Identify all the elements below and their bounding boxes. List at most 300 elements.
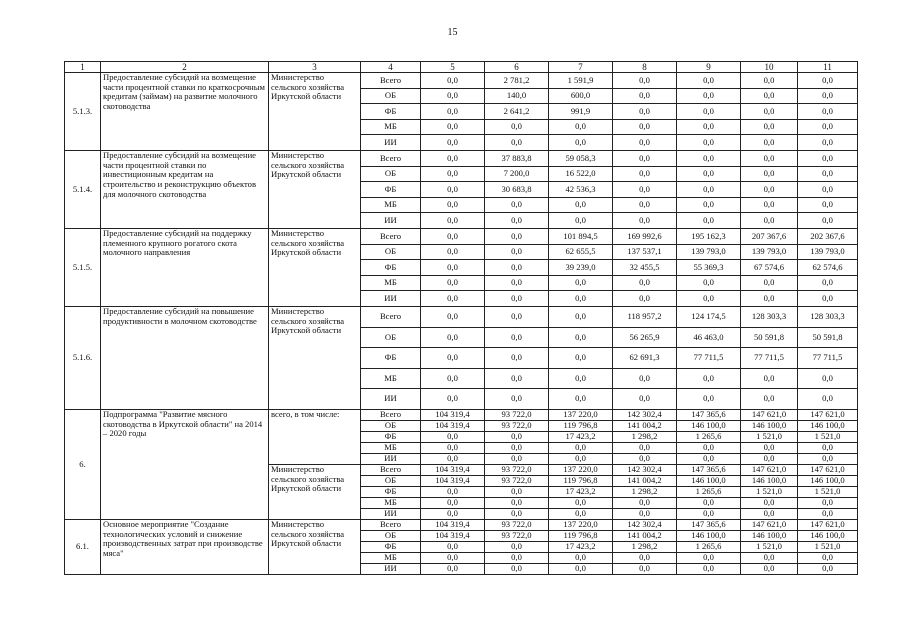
amount-cell: 104 319,4 xyxy=(421,475,485,486)
amount-cell: 0,0 xyxy=(613,73,677,89)
amount-cell: 137 220,0 xyxy=(549,464,613,475)
amount-cell: 0,0 xyxy=(485,442,549,453)
amount-cell: 0,0 xyxy=(677,442,741,453)
funding-source: Всего xyxy=(361,409,421,420)
item-number: 6.1. xyxy=(65,519,101,574)
amount-cell: 59 058,3 xyxy=(549,151,613,167)
amount-cell: 146 100,0 xyxy=(798,475,858,486)
amount-cell: 147 621,0 xyxy=(798,519,858,530)
amount-cell: 104 319,4 xyxy=(421,519,485,530)
amount-cell: 139 793,0 xyxy=(798,244,858,260)
amount-cell: 0,0 xyxy=(798,166,858,182)
amount-cell: 101 894,5 xyxy=(549,229,613,245)
amount-cell: 93 722,0 xyxy=(485,420,549,431)
amount-cell: 56 265,9 xyxy=(613,327,677,348)
item-number: 5.1.5. xyxy=(65,229,101,307)
column-header: 6 xyxy=(485,62,549,73)
amount-cell: 0,0 xyxy=(485,244,549,260)
amount-cell: 0,0 xyxy=(421,348,485,369)
amount-cell: 0,0 xyxy=(613,291,677,307)
funding-source: ИИ xyxy=(361,213,421,229)
amount-cell: 0,0 xyxy=(421,552,485,563)
amount-cell: 46 463,0 xyxy=(677,327,741,348)
table-row xyxy=(65,306,858,327)
amount-cell: 0,0 xyxy=(549,275,613,291)
table-row xyxy=(65,229,858,245)
amount-cell: 30 683,8 xyxy=(485,182,549,198)
amount-cell: 104 319,4 xyxy=(421,464,485,475)
amount-cell: 0,0 xyxy=(485,563,549,574)
funding-source: ОБ xyxy=(361,244,421,260)
amount-cell: 0,0 xyxy=(741,508,798,519)
amount-cell: 0,0 xyxy=(421,508,485,519)
amount-cell: 0,0 xyxy=(798,151,858,167)
amount-cell: 0,0 xyxy=(613,508,677,519)
item-description: Предоставление субсидий на возмещение части процентной ставки по краткосрочным кредитам (займам) на развитие молочного скотоводства xyxy=(101,73,269,151)
column-header: 8 xyxy=(613,62,677,73)
amount-cell: 0,0 xyxy=(421,213,485,229)
amount-cell: 1 265,6 xyxy=(677,431,741,442)
amount-cell: 600,0 xyxy=(549,88,613,104)
amount-cell: 1 521,0 xyxy=(741,541,798,552)
amount-cell: 0,0 xyxy=(741,88,798,104)
funding-source: ФБ xyxy=(361,541,421,552)
column-header: 5 xyxy=(421,62,485,73)
funding-source: МБ xyxy=(361,497,421,508)
amount-cell: 0,0 xyxy=(485,327,549,348)
amount-cell: 0,0 xyxy=(421,104,485,120)
amount-cell: 0,0 xyxy=(677,508,741,519)
amount-cell: 0,0 xyxy=(741,291,798,307)
amount-cell: 104 319,4 xyxy=(421,530,485,541)
amount-cell: 62 655,5 xyxy=(549,244,613,260)
funding-source: ФБ xyxy=(361,260,421,276)
amount-cell: 1 265,6 xyxy=(677,486,741,497)
amount-cell: 1 521,0 xyxy=(798,486,858,497)
amount-cell: 141 004,2 xyxy=(613,530,677,541)
funding-source: ОБ xyxy=(361,327,421,348)
amount-cell: 0,0 xyxy=(549,389,613,410)
amount-cell: 137 537,1 xyxy=(613,244,677,260)
funding-source: МБ xyxy=(361,275,421,291)
amount-cell: 0,0 xyxy=(485,197,549,213)
amount-cell: 0,0 xyxy=(798,508,858,519)
amount-cell: 77 711,5 xyxy=(741,348,798,369)
table-row xyxy=(65,151,858,167)
amount-cell: 0,0 xyxy=(677,453,741,464)
amount-cell: 0,0 xyxy=(421,563,485,574)
amount-cell: 202 367,6 xyxy=(798,229,858,245)
amount-cell: 0,0 xyxy=(485,431,549,442)
amount-cell: 0,0 xyxy=(549,119,613,135)
amount-cell: 128 303,3 xyxy=(741,306,798,327)
amount-cell: 1 521,0 xyxy=(741,486,798,497)
amount-cell: 0,0 xyxy=(613,453,677,464)
amount-cell: 0,0 xyxy=(421,541,485,552)
amount-cell: 0,0 xyxy=(613,275,677,291)
amount-cell: 17 423,2 xyxy=(549,431,613,442)
amount-cell: 141 004,2 xyxy=(613,420,677,431)
amount-cell: 0,0 xyxy=(677,389,741,410)
amount-cell: 0,0 xyxy=(741,389,798,410)
amount-cell: 104 319,4 xyxy=(421,409,485,420)
amount-cell: 0,0 xyxy=(677,166,741,182)
item-description: Подпрограмма "Развитие мясного скотоводства в Иркутской области" на 2014 – 2020 годы xyxy=(101,409,269,519)
amount-cell: 0,0 xyxy=(798,135,858,151)
funding-source: ИИ xyxy=(361,291,421,307)
item-number: 5.1.6. xyxy=(65,306,101,409)
item-description: Предоставление субсидий на повышение продуктивности в молочном скотоводстве xyxy=(101,306,269,409)
executor: Министерство сельского хозяйства Иркутской области xyxy=(269,73,361,151)
amount-cell: 0,0 xyxy=(613,197,677,213)
amount-cell: 128 303,3 xyxy=(798,306,858,327)
funding-source: ФБ xyxy=(361,486,421,497)
amount-cell: 0,0 xyxy=(485,260,549,276)
amount-cell: 50 591,8 xyxy=(798,327,858,348)
amount-cell: 0,0 xyxy=(421,151,485,167)
executor: Министерство сельского хозяйства Иркутской области xyxy=(269,151,361,229)
amount-cell: 0,0 xyxy=(421,182,485,198)
amount-cell: 119 796,8 xyxy=(549,475,613,486)
amount-cell: 1 298,2 xyxy=(613,541,677,552)
amount-cell: 0,0 xyxy=(485,508,549,519)
amount-cell: 0,0 xyxy=(677,213,741,229)
amount-cell: 0,0 xyxy=(798,389,858,410)
amount-cell: 0,0 xyxy=(677,135,741,151)
amount-cell: 0,0 xyxy=(677,291,741,307)
column-header: 10 xyxy=(741,62,798,73)
header-row xyxy=(65,62,858,73)
amount-cell: 0,0 xyxy=(741,497,798,508)
amount-cell: 0,0 xyxy=(549,213,613,229)
amount-cell: 55 369,3 xyxy=(677,260,741,276)
amount-cell: 0,0 xyxy=(798,119,858,135)
amount-cell: 146 100,0 xyxy=(741,475,798,486)
amount-cell: 0,0 xyxy=(421,442,485,453)
amount-cell: 0,0 xyxy=(798,275,858,291)
amount-cell: 62 691,3 xyxy=(613,348,677,369)
amount-cell: 0,0 xyxy=(798,497,858,508)
amount-cell: 16 522,0 xyxy=(549,166,613,182)
amount-cell: 0,0 xyxy=(485,348,549,369)
amount-cell: 0,0 xyxy=(613,563,677,574)
funding-source: ФБ xyxy=(361,182,421,198)
amount-cell: 0,0 xyxy=(549,135,613,151)
funding-source: Всего xyxy=(361,151,421,167)
amount-cell: 0,0 xyxy=(798,442,858,453)
column-header: 9 xyxy=(677,62,741,73)
amount-cell: 0,0 xyxy=(798,104,858,120)
amount-cell: 0,0 xyxy=(677,182,741,198)
amount-cell: 140,0 xyxy=(485,88,549,104)
amount-cell: 17 423,2 xyxy=(549,486,613,497)
item-number: 5.1.4. xyxy=(65,151,101,229)
executor: Министерство сельского хозяйства Иркутской области xyxy=(269,306,361,409)
amount-cell: 0,0 xyxy=(677,151,741,167)
amount-cell: 0,0 xyxy=(677,497,741,508)
amount-cell: 0,0 xyxy=(549,306,613,327)
amount-cell: 0,0 xyxy=(741,197,798,213)
amount-cell: 139 793,0 xyxy=(741,244,798,260)
amount-cell: 0,0 xyxy=(421,389,485,410)
amount-cell: 93 722,0 xyxy=(485,530,549,541)
amount-cell: 0,0 xyxy=(741,275,798,291)
amount-cell: 147 365,6 xyxy=(677,519,741,530)
amount-cell: 146 100,0 xyxy=(741,530,798,541)
amount-cell: 0,0 xyxy=(485,291,549,307)
amount-cell: 0,0 xyxy=(549,497,613,508)
funding-source: МБ xyxy=(361,552,421,563)
amount-cell: 0,0 xyxy=(798,213,858,229)
amount-cell: 0,0 xyxy=(741,213,798,229)
funding-source: Всего xyxy=(361,519,421,530)
amount-cell: 0,0 xyxy=(741,453,798,464)
amount-cell: 0,0 xyxy=(549,327,613,348)
amount-cell: 142 302,4 xyxy=(613,409,677,420)
amount-cell: 0,0 xyxy=(485,119,549,135)
amount-cell: 0,0 xyxy=(741,552,798,563)
amount-cell: 124 174,5 xyxy=(677,306,741,327)
executor: Министерство сельского хозяйства Иркутской области xyxy=(269,229,361,307)
amount-cell: 0,0 xyxy=(549,291,613,307)
amount-cell: 93 722,0 xyxy=(485,519,549,530)
amount-cell: 0,0 xyxy=(613,166,677,182)
item-description: Основное мероприятие "Создание технологических условий и снижение производственных затрат при производстве мяса" xyxy=(101,519,269,574)
amount-cell: 0,0 xyxy=(485,486,549,497)
amount-cell: 0,0 xyxy=(798,453,858,464)
amount-cell: 0,0 xyxy=(485,453,549,464)
amount-cell: 0,0 xyxy=(421,497,485,508)
column-header: 4 xyxy=(361,62,421,73)
amount-cell: 0,0 xyxy=(741,442,798,453)
item-description: Предоставление субсидий на поддержку племенного крупного рогатого скота молочного направления xyxy=(101,229,269,307)
amount-cell: 0,0 xyxy=(677,88,741,104)
amount-cell: 137 220,0 xyxy=(549,519,613,530)
amount-cell: 0,0 xyxy=(613,389,677,410)
funding-source: ИИ xyxy=(361,389,421,410)
amount-cell: 147 365,6 xyxy=(677,409,741,420)
amount-cell: 0,0 xyxy=(741,135,798,151)
amount-cell: 0,0 xyxy=(613,213,677,229)
column-header: 11 xyxy=(798,62,858,73)
funding-source: ОБ xyxy=(361,420,421,431)
amount-cell: 146 100,0 xyxy=(677,530,741,541)
amount-cell: 0,0 xyxy=(741,73,798,89)
amount-cell: 1 591,9 xyxy=(549,73,613,89)
amount-cell: 93 722,0 xyxy=(485,464,549,475)
amount-cell: 1 265,6 xyxy=(677,541,741,552)
amount-cell: 1 521,0 xyxy=(798,431,858,442)
amount-cell: 146 100,0 xyxy=(677,420,741,431)
amount-cell: 146 100,0 xyxy=(798,530,858,541)
column-header: 1 xyxy=(65,62,101,73)
item-description: Предоставление субсидий на возмещение части процентной ставки по инвестиционным кредитам на строительство и реконструкцию объектов для молочного скотоводства xyxy=(101,151,269,229)
amount-cell: 1 521,0 xyxy=(798,541,858,552)
amount-cell: 0,0 xyxy=(485,389,549,410)
funding-source: МБ xyxy=(361,197,421,213)
amount-cell: 77 711,5 xyxy=(798,348,858,369)
amount-cell: 7 200,0 xyxy=(485,166,549,182)
amount-cell: 137 220,0 xyxy=(549,409,613,420)
executor: всего, в том числе: xyxy=(269,409,361,464)
item-number: 6. xyxy=(65,409,101,519)
funding-source: ИИ xyxy=(361,135,421,151)
funding-source: ИИ xyxy=(361,563,421,574)
amount-cell: 0,0 xyxy=(677,275,741,291)
amount-cell: 0,0 xyxy=(798,182,858,198)
funding-source: ОБ xyxy=(361,88,421,104)
amount-cell: 207 367,6 xyxy=(741,229,798,245)
amount-cell: 0,0 xyxy=(741,563,798,574)
funding-source: ОБ xyxy=(361,166,421,182)
amount-cell: 62 574,6 xyxy=(798,260,858,276)
amount-cell: 0,0 xyxy=(421,291,485,307)
amount-cell: 0,0 xyxy=(798,563,858,574)
amount-cell: 0,0 xyxy=(421,88,485,104)
funding-source: Всего xyxy=(361,306,421,327)
budget-table xyxy=(64,61,858,575)
amount-cell: 195 162,3 xyxy=(677,229,741,245)
amount-cell: 0,0 xyxy=(485,135,549,151)
amount-cell: 0,0 xyxy=(677,368,741,389)
amount-cell: 0,0 xyxy=(677,552,741,563)
amount-cell: 0,0 xyxy=(485,552,549,563)
amount-cell: 0,0 xyxy=(613,151,677,167)
amount-cell: 0,0 xyxy=(485,497,549,508)
funding-source: ОБ xyxy=(361,530,421,541)
amount-cell: 0,0 xyxy=(798,197,858,213)
amount-cell: 142 302,4 xyxy=(613,519,677,530)
amount-cell: 42 536,3 xyxy=(549,182,613,198)
amount-cell: 0,0 xyxy=(677,119,741,135)
amount-cell: 0,0 xyxy=(798,291,858,307)
amount-cell: 0,0 xyxy=(613,368,677,389)
funding-source: МБ xyxy=(361,119,421,135)
amount-cell: 0,0 xyxy=(549,348,613,369)
amount-cell: 0,0 xyxy=(421,166,485,182)
amount-cell: 0,0 xyxy=(741,119,798,135)
funding-source: ОБ xyxy=(361,475,421,486)
amount-cell: 0,0 xyxy=(421,229,485,245)
amount-cell: 0,0 xyxy=(421,327,485,348)
amount-cell: 0,0 xyxy=(421,244,485,260)
amount-cell: 0,0 xyxy=(421,275,485,291)
item-number: 5.1.3. xyxy=(65,73,101,151)
amount-cell: 2 641,2 xyxy=(485,104,549,120)
amount-cell: 0,0 xyxy=(677,563,741,574)
amount-cell: 0,0 xyxy=(485,213,549,229)
amount-cell: 169 992,6 xyxy=(613,229,677,245)
amount-cell: 0,0 xyxy=(613,135,677,151)
amount-cell: 991,9 xyxy=(549,104,613,120)
executor: Министерство сельского хозяйства Иркутской области xyxy=(269,519,361,574)
funding-source: ИИ xyxy=(361,508,421,519)
amount-cell: 67 574,6 xyxy=(741,260,798,276)
amount-cell: 147 621,0 xyxy=(798,464,858,475)
funding-source: МБ xyxy=(361,368,421,389)
amount-cell: 118 957,2 xyxy=(613,306,677,327)
amount-cell: 0,0 xyxy=(549,508,613,519)
column-header: 7 xyxy=(549,62,613,73)
amount-cell: 1 298,2 xyxy=(613,431,677,442)
amount-cell: 0,0 xyxy=(421,73,485,89)
amount-cell: 50 591,8 xyxy=(741,327,798,348)
amount-cell: 0,0 xyxy=(485,275,549,291)
amount-cell: 0,0 xyxy=(798,88,858,104)
amount-cell: 146 100,0 xyxy=(677,475,741,486)
amount-cell: 0,0 xyxy=(741,166,798,182)
amount-cell: 0,0 xyxy=(798,368,858,389)
amount-cell: 2 781,2 xyxy=(485,73,549,89)
executor: Министерство сельского хозяйства Иркутской области xyxy=(269,464,361,519)
amount-cell: 0,0 xyxy=(549,442,613,453)
funding-source: ФБ xyxy=(361,431,421,442)
amount-cell: 32 455,5 xyxy=(613,260,677,276)
funding-source: Всего xyxy=(361,229,421,245)
amount-cell: 0,0 xyxy=(421,197,485,213)
amount-cell: 0,0 xyxy=(485,229,549,245)
amount-cell: 39 239,0 xyxy=(549,260,613,276)
amount-cell: 0,0 xyxy=(485,306,549,327)
funding-source: ФБ xyxy=(361,348,421,369)
amount-cell: 0,0 xyxy=(421,119,485,135)
amount-cell: 0,0 xyxy=(549,552,613,563)
funding-source: ИИ xyxy=(361,453,421,464)
amount-cell: 0,0 xyxy=(741,151,798,167)
table-row xyxy=(65,409,858,420)
amount-cell: 147 621,0 xyxy=(741,519,798,530)
amount-cell: 0,0 xyxy=(421,486,485,497)
amount-cell: 0,0 xyxy=(613,497,677,508)
amount-cell: 0,0 xyxy=(798,552,858,563)
amount-cell: 0,0 xyxy=(421,135,485,151)
amount-cell: 119 796,8 xyxy=(549,530,613,541)
amount-cell: 146 100,0 xyxy=(798,420,858,431)
amount-cell: 0,0 xyxy=(798,73,858,89)
column-header: 3 xyxy=(269,62,361,73)
amount-cell: 0,0 xyxy=(421,368,485,389)
amount-cell: 0,0 xyxy=(485,541,549,552)
amount-cell: 0,0 xyxy=(741,104,798,120)
amount-cell: 0,0 xyxy=(613,88,677,104)
amount-cell: 0,0 xyxy=(421,260,485,276)
table-row xyxy=(65,73,858,89)
amount-cell: 147 621,0 xyxy=(741,464,798,475)
amount-cell: 0,0 xyxy=(421,453,485,464)
amount-cell: 0,0 xyxy=(613,182,677,198)
amount-cell: 0,0 xyxy=(613,442,677,453)
amount-cell: 0,0 xyxy=(741,182,798,198)
amount-cell: 0,0 xyxy=(677,104,741,120)
amount-cell: 0,0 xyxy=(485,368,549,389)
amount-cell: 1 521,0 xyxy=(741,431,798,442)
funding-source: Всего xyxy=(361,464,421,475)
page-number: 15 xyxy=(447,27,458,38)
amount-cell: 0,0 xyxy=(549,368,613,389)
amount-cell: 147 621,0 xyxy=(798,409,858,420)
table-row xyxy=(65,519,858,530)
funding-source: МБ xyxy=(361,442,421,453)
amount-cell: 0,0 xyxy=(421,431,485,442)
amount-cell: 0,0 xyxy=(741,368,798,389)
amount-cell: 119 796,8 xyxy=(549,420,613,431)
amount-cell: 0,0 xyxy=(613,104,677,120)
amount-cell: 17 423,2 xyxy=(549,541,613,552)
amount-cell: 0,0 xyxy=(421,306,485,327)
amount-cell: 0,0 xyxy=(549,453,613,464)
funding-source: Всего xyxy=(361,73,421,89)
amount-cell: 93 722,0 xyxy=(485,409,549,420)
